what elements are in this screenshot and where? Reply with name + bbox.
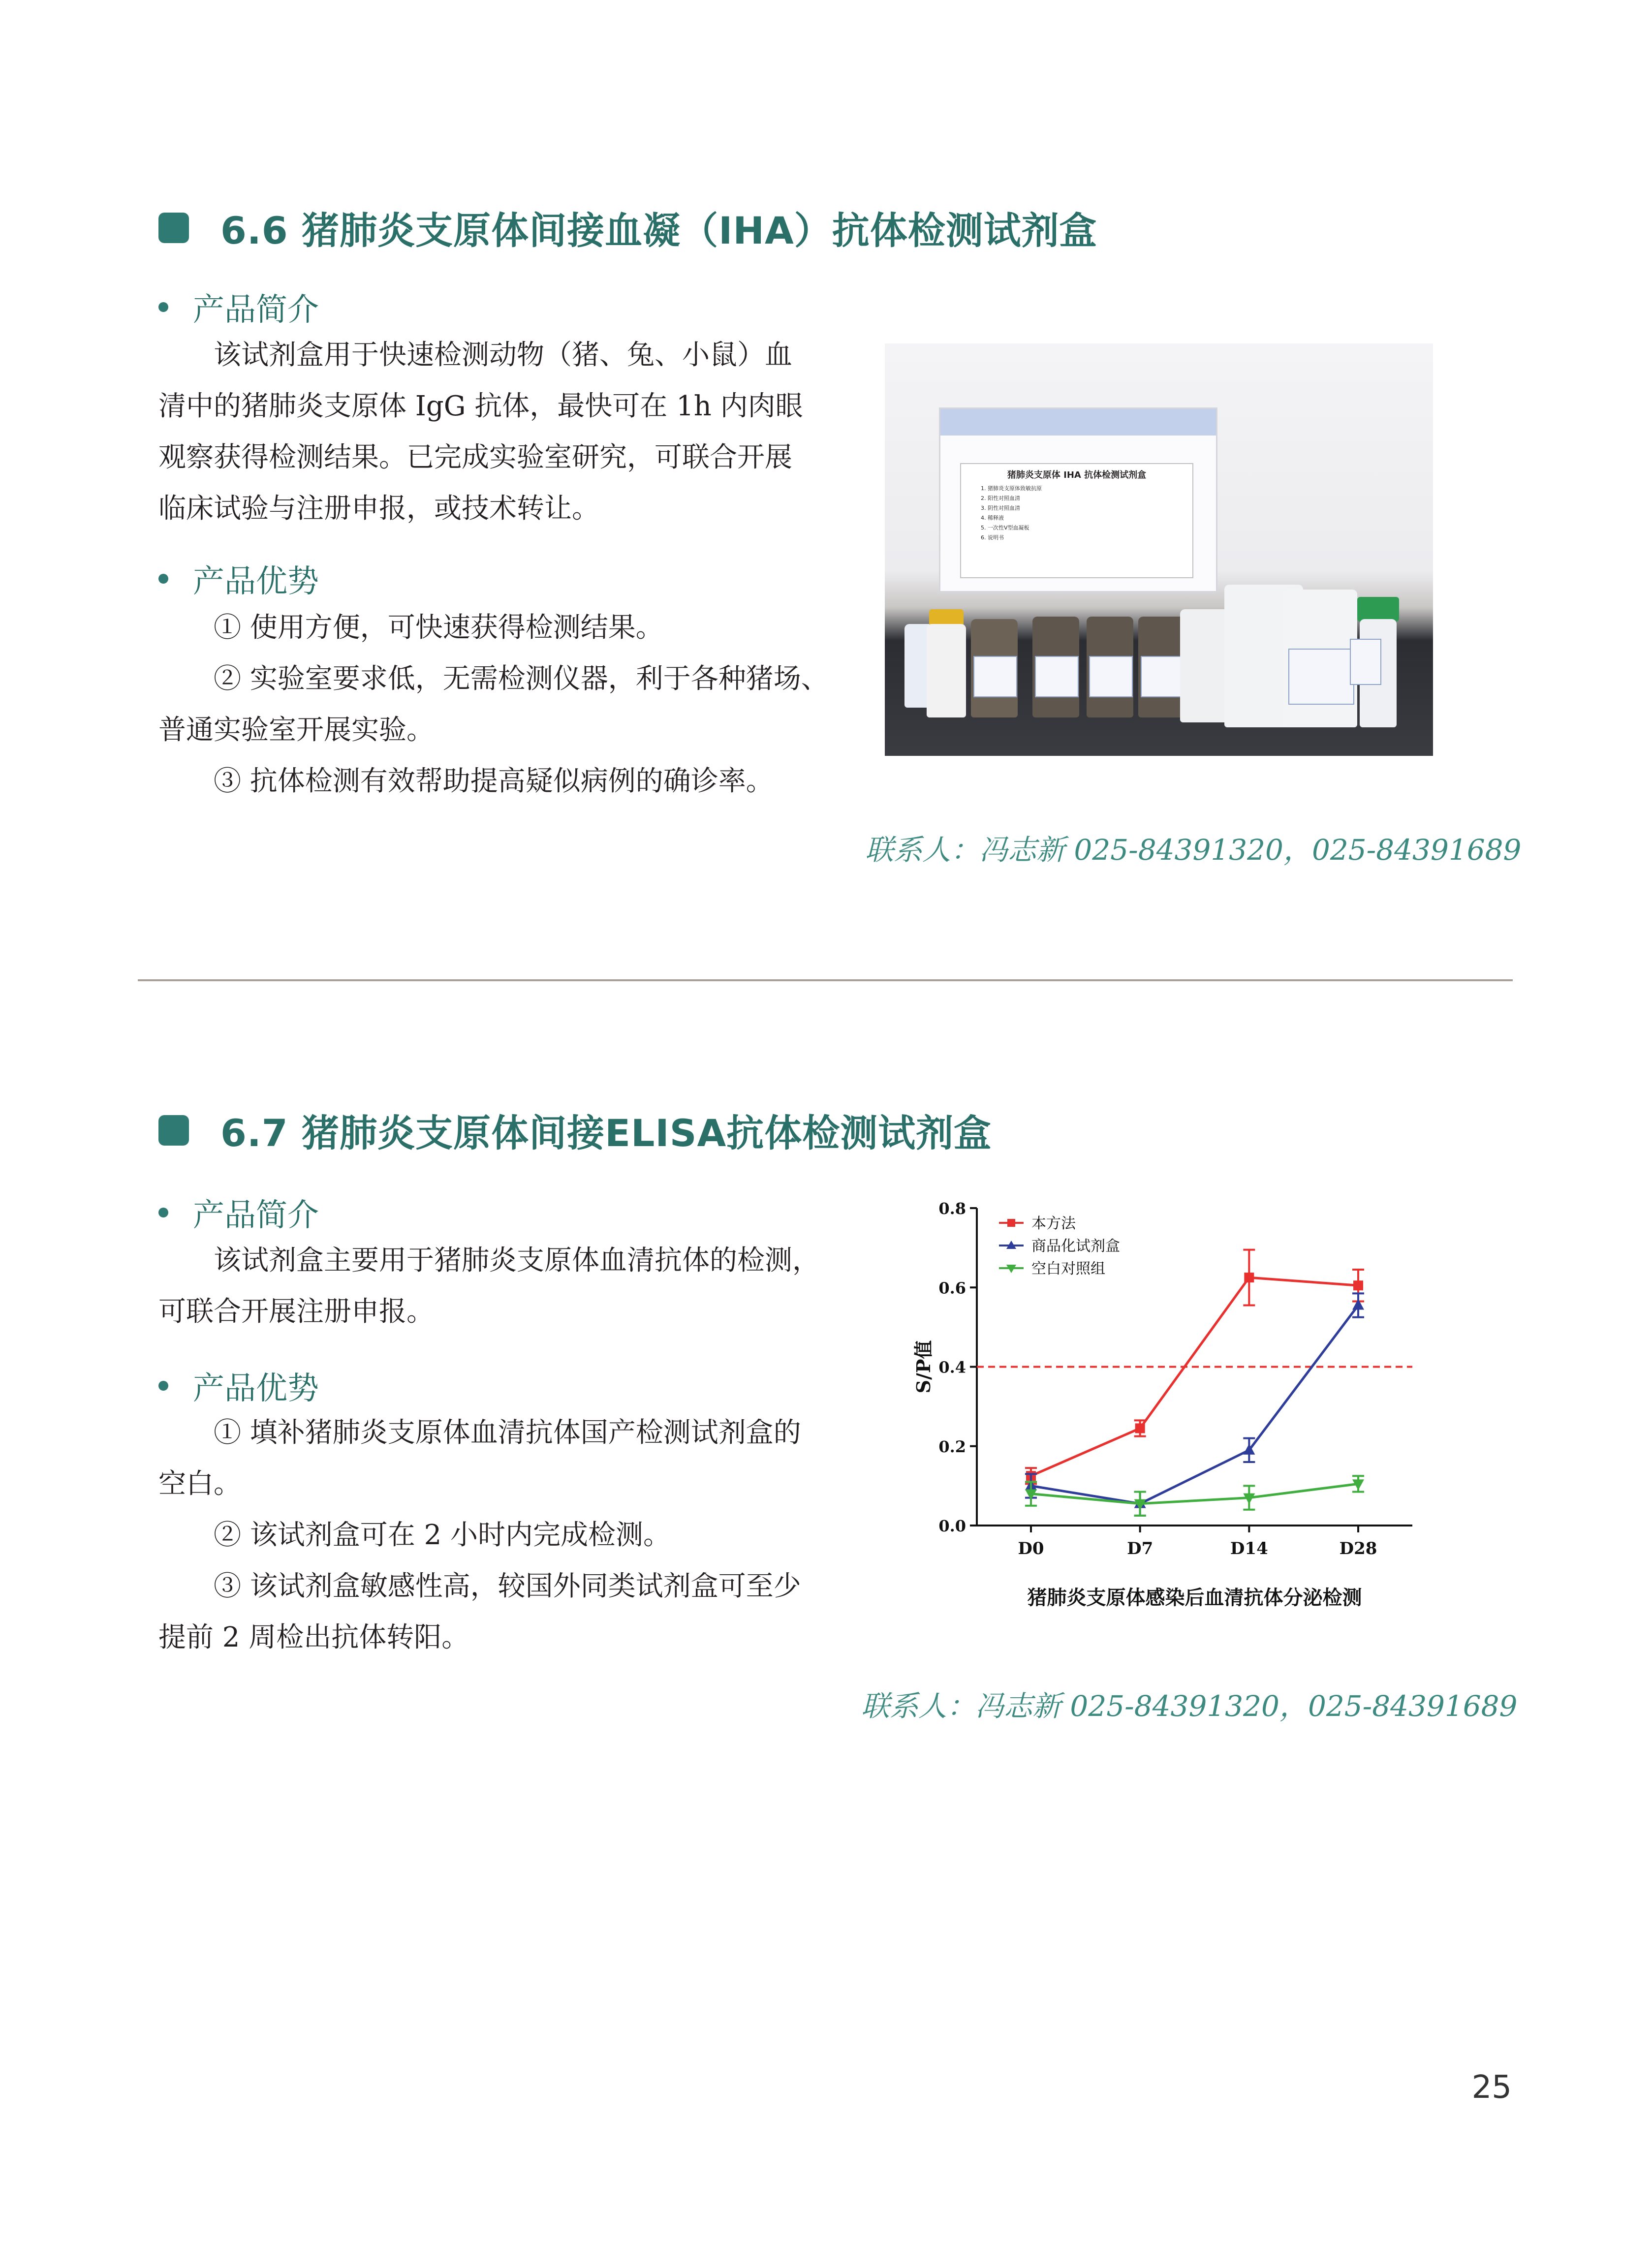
- section-title: 6.6 猪肺炎支原体间接血凝（IHA）抗体检测试剂盒: [220, 209, 1097, 252]
- antibody-line-chart: [896, 1186, 1437, 1629]
- data-point: [1353, 1280, 1363, 1290]
- legend-label: 本方法: [1031, 1215, 1076, 1232]
- heading-square-icon: [158, 213, 189, 243]
- series-line: [1031, 1277, 1358, 1476]
- vial-cap-icon: [1357, 597, 1399, 622]
- text-line: 普通实验室开展实验。: [158, 714, 434, 746]
- section-heading-elisa: [158, 1103, 992, 1157]
- legend-marker: [1007, 1219, 1015, 1227]
- bullet-icon: [158, 1381, 168, 1391]
- kit-box-label: 猪肺炎支原体 IHA 抗体检测试剂盒 1. 猪肺炎支原体致敏抗原 2. 阳性对照血清 3. 阴性对照血清 4. 稀释液 5. 一次性V型血凝板 6. 说明书: [960, 463, 1193, 578]
- section-divider: [138, 979, 1513, 981]
- heading-square-icon: [158, 1115, 189, 1146]
- text-line: ① 使用方便，可快速获得检测结果。: [214, 612, 663, 644]
- data-point: [1244, 1273, 1254, 1282]
- text-line: 该试剂盒用于快速检测动物（猪、兔、小鼠）血: [214, 339, 792, 371]
- chart-title: 猪肺炎支原体感染后血清抗体分泌检测: [1027, 1586, 1362, 1609]
- contact-info: 联系人：冯志新 025-84391320，025-84391689: [865, 833, 1522, 867]
- bullet-icon: [158, 1208, 168, 1217]
- bullet-icon: [158, 302, 168, 312]
- text-line: 该试剂盒主要用于猪肺炎支原体血清抗体的检测，: [214, 1245, 820, 1277]
- text-line: 空白。: [158, 1468, 241, 1500]
- text-line: ③ 该试剂盒敏感性高，较国外同类试剂盒可至少: [214, 1570, 801, 1602]
- series-line: [1031, 1306, 1358, 1504]
- text-line: ③ 抗体检测有效帮助提高疑似病例的确诊率。: [214, 765, 774, 797]
- product-photo: [885, 343, 1433, 756]
- intro-heading: 产品简介: [158, 284, 319, 330]
- text-line: 可联合开展注册申报。: [158, 1296, 434, 1328]
- bullet-icon: [158, 574, 168, 584]
- x-tick-label: D14: [1230, 1539, 1268, 1558]
- x-tick-label: D0: [1018, 1539, 1044, 1558]
- text-line: ① 填补猪肺炎支原体血清抗体国产检测试剂盒的: [214, 1417, 801, 1449]
- intro-paragraph: [158, 1235, 828, 1338]
- data-point: [1135, 1423, 1145, 1433]
- intro-paragraph: [158, 330, 828, 534]
- vial-icon: [927, 624, 966, 717]
- y-axis-label: S/P值: [912, 1340, 935, 1394]
- kit-box: [939, 407, 1217, 592]
- section-heading-iha: [158, 201, 1097, 254]
- advantage-paragraph: [158, 1407, 828, 1663]
- kit-contents: 1. 猪肺炎支原体致敏抗原 2. 阳性对照血清 3. 阴性对照血清 4. 稀释液 5. 一次性V型血凝板 6. 说明书: [981, 485, 1042, 541]
- text-line: 观察获得检测结果。已完成实验室研究，可联合开展: [158, 441, 792, 473]
- legend-label: 空白对照组: [1031, 1260, 1105, 1277]
- contact-info: 联系人：冯志新 025-84391320，025-84391689: [861, 1689, 1518, 1723]
- y-tick-label: 0.8: [938, 1199, 966, 1218]
- y-tick-label: 0.6: [938, 1278, 966, 1298]
- advantage-heading: 产品优势: [158, 1363, 319, 1408]
- legend-label: 商品化试剂盒: [1031, 1238, 1120, 1255]
- text-line: ② 实验室要求低，无需检测仪器，利于各种猪场、: [214, 663, 829, 695]
- page-number: 25: [1471, 2069, 1512, 2106]
- x-tick-label: D7: [1127, 1539, 1153, 1558]
- intro-heading: 产品简介: [158, 1190, 319, 1235]
- text-line: 临床试验与注册申报，或技术转让。: [158, 493, 599, 525]
- advantage-heading: 产品优势: [158, 556, 319, 601]
- advantage-paragraph: [158, 602, 828, 807]
- text-line: 提前 2 周检出抗体转阳。: [158, 1621, 469, 1653]
- y-tick-label: 0.2: [938, 1437, 966, 1456]
- y-tick-label: 0.0: [938, 1517, 966, 1535]
- section-title: 6.7 猪肺炎支原体间接ELISA抗体检测试剂盒: [220, 1111, 992, 1155]
- y-tick-label: 0.4: [938, 1358, 966, 1377]
- text-line: ② 该试剂盒可在 2 小时内完成检测。: [214, 1519, 671, 1551]
- text-line: 清中的猪肺炎支原体 IgG 抗体，最快可在 1h 内肉眼: [158, 390, 803, 422]
- x-tick-label: D28: [1339, 1539, 1377, 1558]
